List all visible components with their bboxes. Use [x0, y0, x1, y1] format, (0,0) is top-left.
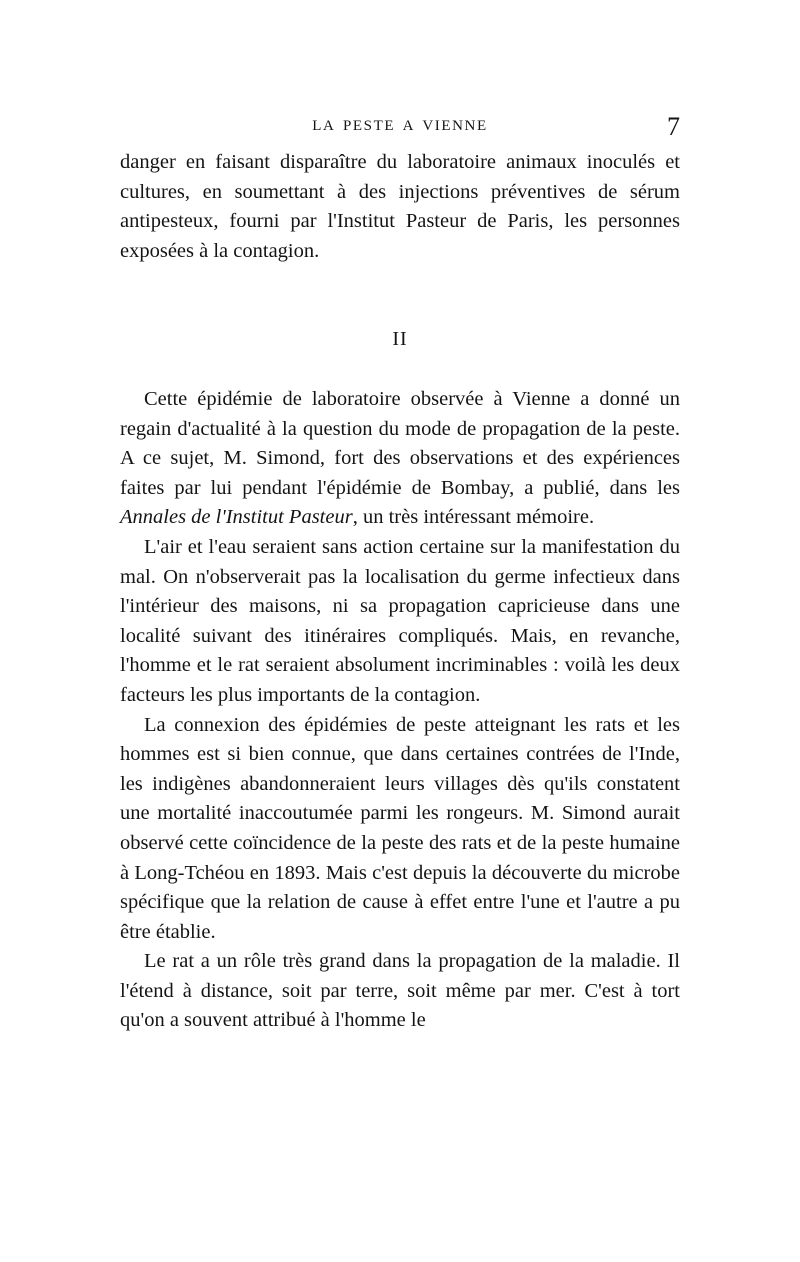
journal-title: Annales de l'Institut Pasteur	[120, 506, 353, 529]
paragraph-1	[120, 385, 680, 533]
paragraph-4: Le rat a un rôle très grand dans la propagation de la maladie. Il l'étend à distance, soit par terre, soit même par mer. C'est à tort qu'on a souvent attribué à l'homme le	[120, 950, 680, 1032]
running-head	[120, 112, 680, 142]
section-heading: II	[392, 328, 408, 350]
running-title: LA PESTE A VIENNE	[312, 118, 488, 134]
paragraph-1-text-end: , un très intéressant mémoire.	[352, 506, 595, 529]
section-body	[120, 385, 680, 1036]
continuation-text: danger en faisant disparaître du laboratoire animaux inoculés et cultures, en soumettant à des injections préventives de sérum antipesteux, fourni par l'Institut Pasteur de Paris, les personnes exposées à la contagion.	[120, 151, 680, 262]
paragraph-3: La connexion des épidémies de peste atteignant les rats et les hommes est si bien connue, que dans certaines contrées de l'Inde, les indigènes abandonneraient leurs villages dès qu'ils constatent une mortalité inaccoutumée parmi les rongeurs. M. Simond aurait observé cette coïncidence de la peste des rats et de la peste humaine à Long-Tchéou en 1893. Mais c'est depuis la découverte du microbe spécifique que la relation de cause à effet entre l'une et l'autre a pu être établie.	[120, 713, 680, 943]
page-number: 7	[667, 112, 680, 141]
continuation-paragraph	[120, 148, 680, 266]
paragraph-1-text-start: Cette épidémie de laboratoire observée à Vienne a donné un regain d'actualité à la question du mode de propagation de la peste. A ce sujet, M. Simond, fort des observations et des expériences faites par lui pendant l'épidémie de Bombay, a publié, dans les	[120, 388, 680, 499]
paragraph-2: L'air et l'eau seraient sans action certaine sur la manifestation du mal. On n'observerait pas la localisation du germe infectieux dans l'intérieur des maisons, ni sa propagation capricieuse dans une localité suivant des itinéraires compliqués. Mais, en revanche, l'homme et le rat seraient absolument incriminables : voilà les deux facteurs les plus importants de la contagion.	[120, 535, 680, 706]
